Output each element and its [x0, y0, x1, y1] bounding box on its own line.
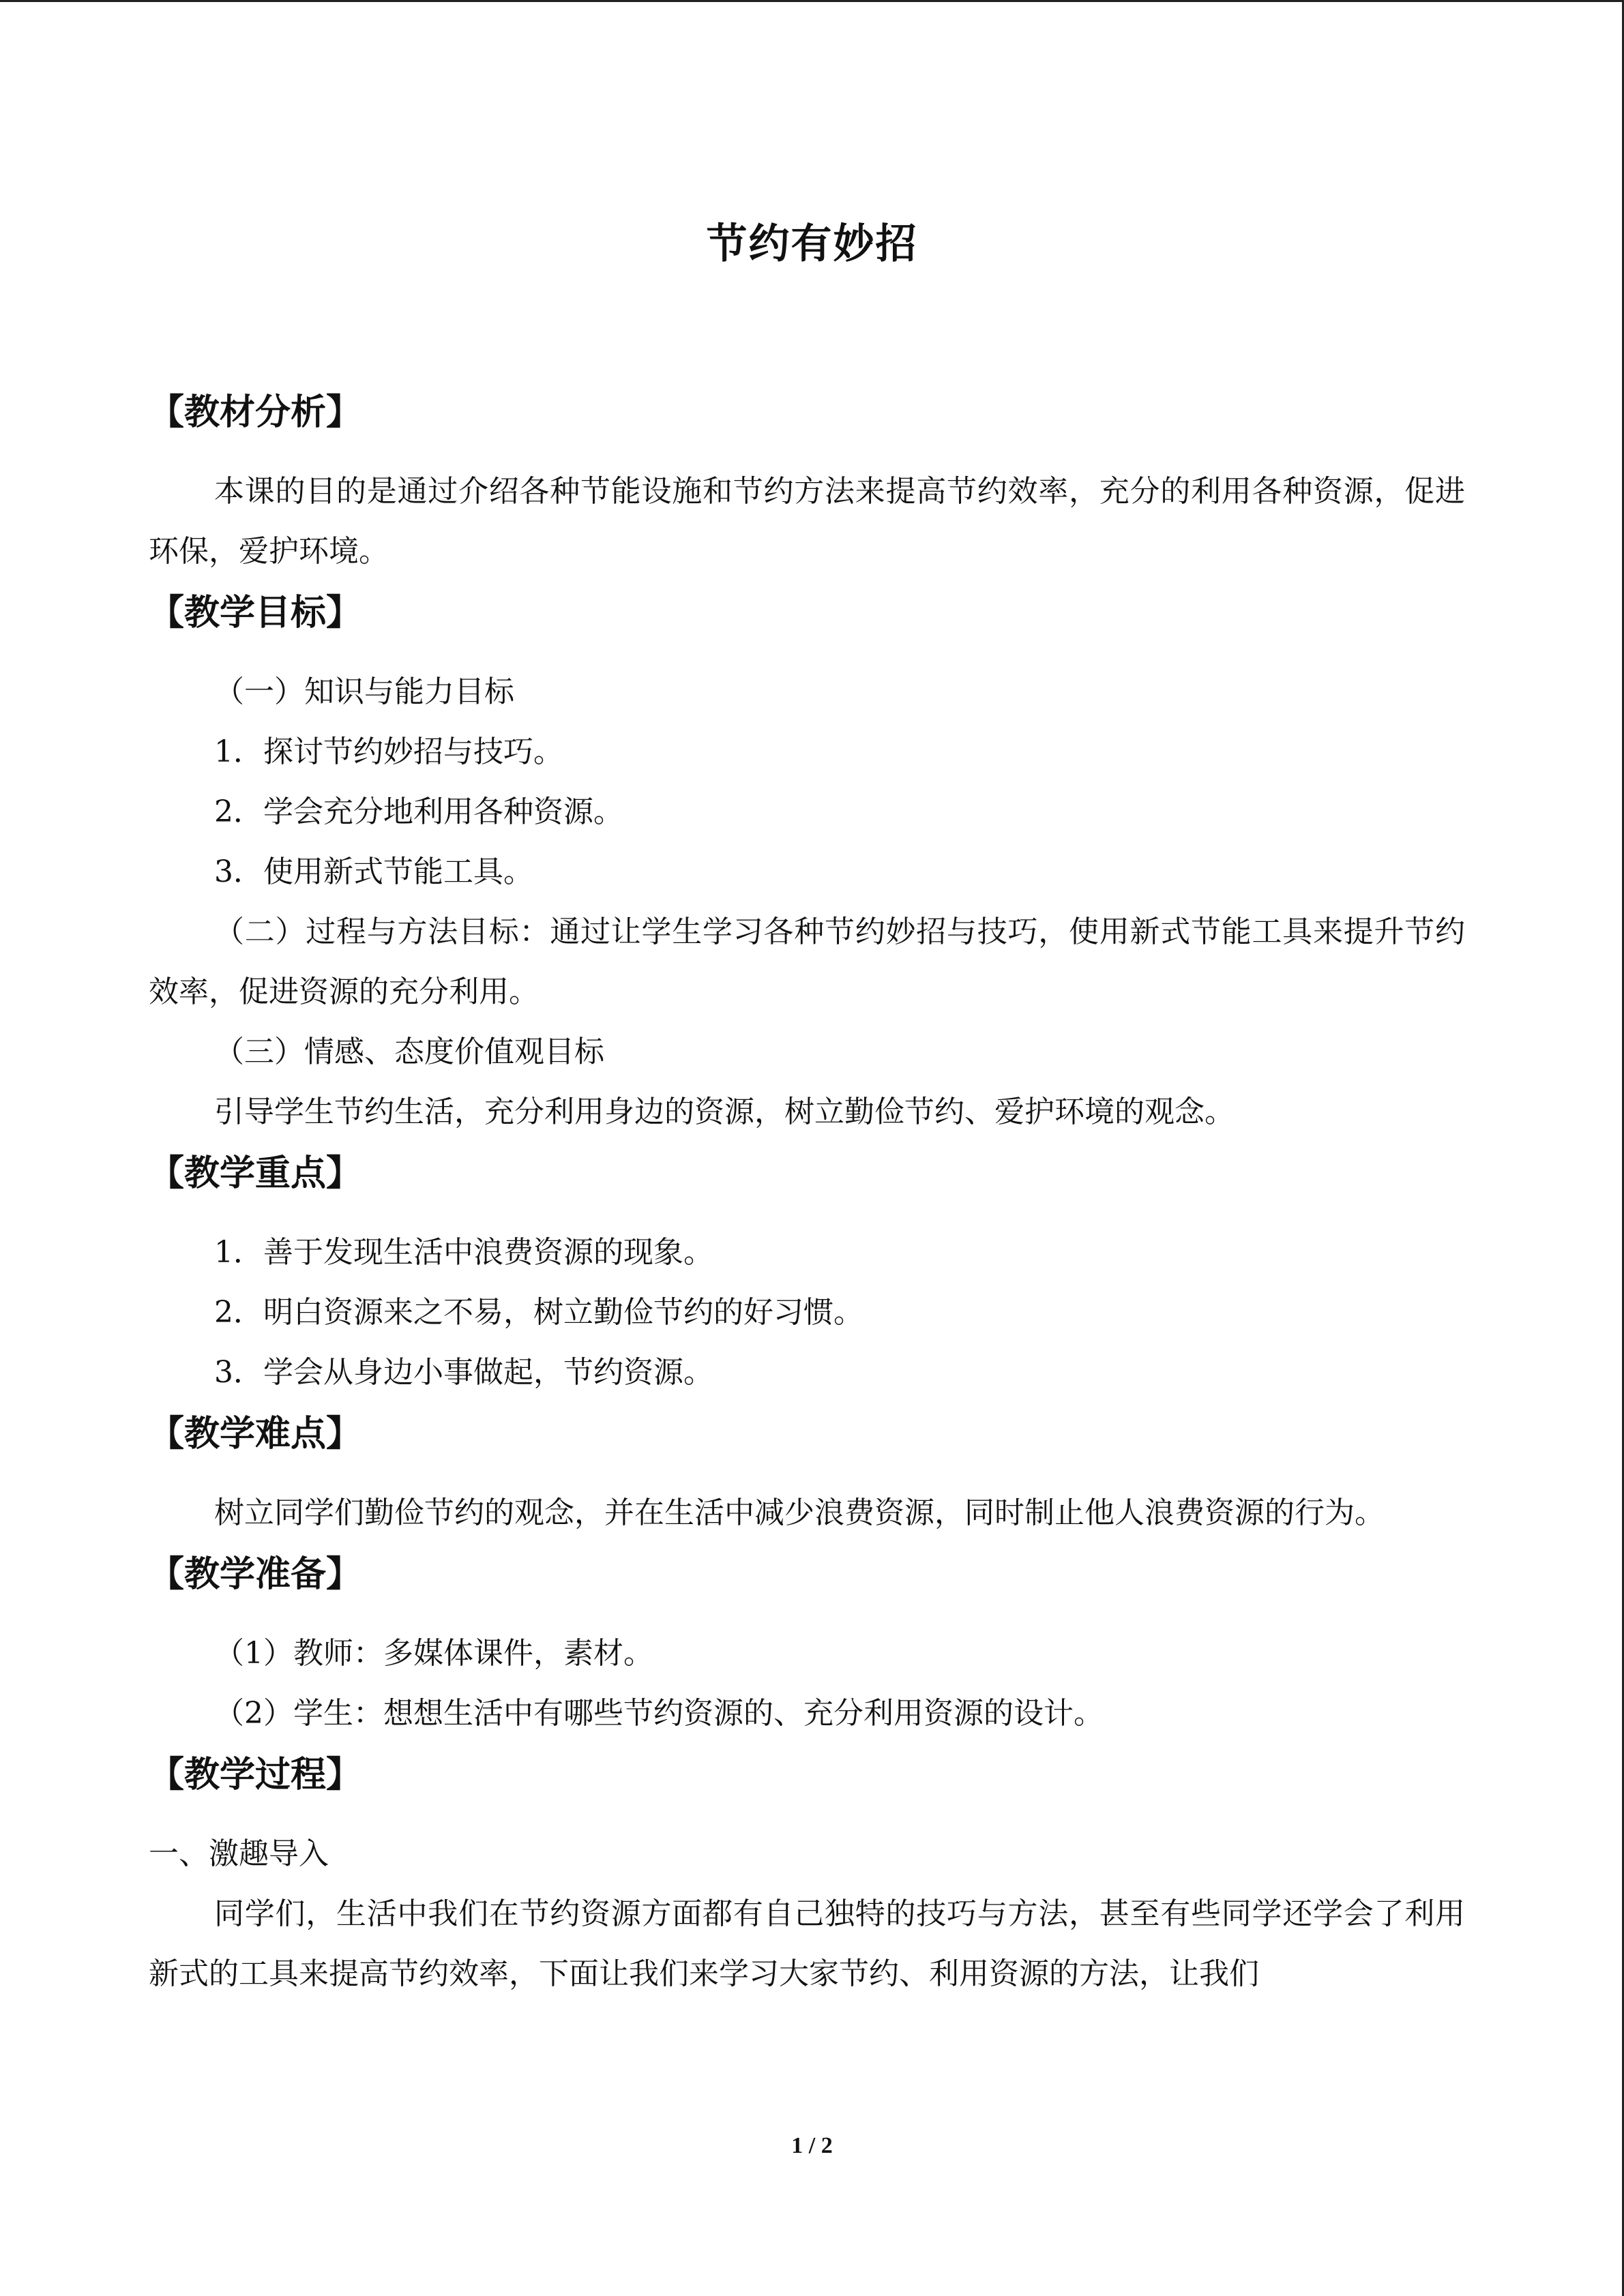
preparation-item1: （1）教师：多媒体课件，素材。: [214, 1636, 653, 1671]
document-body: [149, 385, 1465, 2004]
difficulties-paragraph: 树立同学们勤俭节约的观念，并在生活中减少浪费资源，同时制止他人浪费资源的行为。: [214, 1495, 1385, 1530]
page-number: 1 / 2: [791, 2133, 833, 2158]
process-step1-text: 同学们，生活中我们在节约资源方面都有自己独特的技巧与方法，甚至有些同学还学会了利用新式的工具来提高节约效率，下面让我们来学习大家节约、利用资源的方法，让我们: [149, 1896, 1465, 1991]
heading-goals: 【教学目标】: [149, 593, 362, 633]
process-step1: 一、激趣导入: [149, 1836, 329, 1871]
goals-item3: 3．使用新式节能工具。: [214, 854, 533, 889]
goals-sub3: （三）情感、态度价值观目标: [214, 1034, 604, 1069]
preparation-item2: （2）学生：想想生活中有哪些节约资源的、充分利用资源的设计。: [214, 1696, 1104, 1731]
document-title: 节约有妙招: [706, 220, 918, 268]
goals-item2: 2．学会充分地利用各种资源。: [214, 794, 623, 829]
heading-process: 【教学过程】: [149, 1755, 362, 1795]
heading-analysis: 【教材分析】: [149, 392, 362, 433]
goals-sub2: （二）过程与方法目标：通过让学生学习各种节约妙招与技巧，使用新式节能工具来提升节约效率，促进资源的充分利用。: [149, 914, 1465, 1009]
heading-preparation: 【教学准备】: [149, 1554, 362, 1595]
key-point-item2: 2．明白资源来之不易，树立勤俭节约的好习惯。: [214, 1295, 863, 1330]
goals-sub3-text: 引导学生节约生活，充分利用身边的资源，树立勤俭节约、爱护环境的观念。: [214, 1094, 1235, 1129]
heading-difficulties: 【教学难点】: [149, 1414, 362, 1455]
goals-item1: 1．探讨节约妙招与技巧。: [214, 734, 563, 769]
heading-key-points: 【教学重点】: [149, 1153, 362, 1194]
key-point-item1: 1．善于发现生活中浪费资源的现象。: [214, 1235, 713, 1270]
key-point-item3: 3．学会从身边小事做起，节约资源。: [214, 1355, 713, 1390]
goals-sub1: （一）知识与能力目标: [214, 674, 514, 709]
analysis-paragraph: 本课的目的是通过介绍各种节能设施和节约方法来提高节约效率，充分的利用各种资源，促进环保，爱护环境。: [149, 474, 1465, 569]
